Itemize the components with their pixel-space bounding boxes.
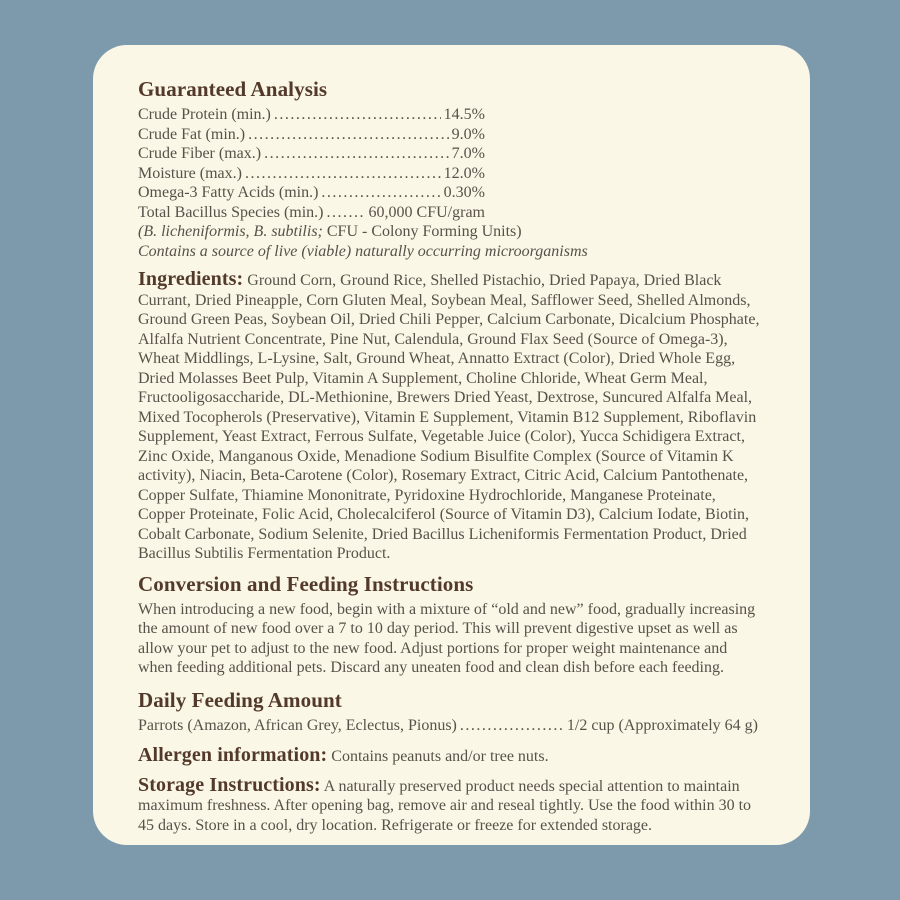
analysis-label: Omega-3 Fatty Acids (min.) [138,184,319,202]
analysis-row-crude-fiber [138,144,485,164]
ingredients-paragraph [138,270,762,564]
analysis-value: 12.0% [443,164,485,182]
allergen-text: Contains peanuts and/or tree nuts. [331,748,549,766]
analysis-row-moisture [138,164,485,184]
analysis-label: Crude Protein (min.) [138,106,271,124]
analysis-footnote-live: Contains a source of live (viable) naturally occurring microorganisms [138,242,588,260]
analysis-value: 9.0% [451,125,485,143]
analysis-value: 60,000 CFU/gram [368,203,485,221]
daily-feeding-title: Daily Feeding Amount [138,687,342,712]
dot-leader [274,105,441,125]
analysis-label: Moisture (max.) [138,164,242,182]
dot-leader [264,144,449,164]
daily-feeding-label: Parrots (Amazon, African Grey, Eclectus, Pionus) [138,716,457,734]
guaranteed-analysis-title: Guaranteed Analysis [138,77,328,101]
analysis-value: 14.5% [443,106,485,124]
conversion-text: When introducing a new food, begin with a mixture of “old and new” food, gradually increasing the amount of new food over a 7 to 10 day period. This will prevent digestive upset as well as allow your pet to adjust to the new food. Adjust portions for proper weight maintenance and when feeding additional pets. Discard any uneaten food and clean dish before each feeding. [138,600,756,677]
analysis-row-crude-fat [138,125,485,145]
footnote-species-italic: (B. licheniformis, B. subtilis; [138,223,323,241]
analysis-label: Crude Fat (min.) [138,125,246,143]
analysis-label: Crude Fiber (max.) [138,145,262,163]
storage-text: A naturally preserved product needs special attention to maintain maximum freshness. After opening bag, remove air and reseal tightly. Use the food within 30 to 45 days. Store in a cool, dry location. Refrigerate or freeze for extended storage. [138,777,752,834]
allergen-paragraph [138,746,762,767]
footnote-cfu-regular: CFU - Colony Forming Units) [322,223,522,241]
analysis-value: 7.0% [451,145,485,163]
ingredients-title: Ingredients: [138,268,244,291]
daily-feeding-value: 1/2 cup (Approximately 64 g) [566,716,758,734]
analysis-row-omega3 [138,183,485,203]
dot-leader [321,183,440,203]
dot-leader [245,164,441,184]
analysis-row-crude-protein [138,105,485,125]
storage-title: Storage Instructions: [138,773,321,796]
dot-leader [248,125,449,145]
guaranteed-analysis-table [138,105,588,261]
dot-leader [327,203,366,223]
storage-paragraph [138,773,762,836]
daily-feeding-row [138,716,758,736]
analysis-footnote-species [138,222,522,242]
analysis-row-bacillus [138,203,485,223]
allergen-title: Allergen information: [138,744,328,767]
analysis-label: Total Bacillus Species (min.) [138,203,324,221]
analysis-value: 0.30% [443,184,485,202]
conversion-title: Conversion and Feeding Instructions [138,571,474,596]
ingredients-text: Ground Corn, Ground Rice, Shelled Pistachio, Dried Papaya, Dried Black Currant, Dried Pineapple, Corn Gluten Meal, Soybean Meal, Safflower Seed, Shelled Almonds, Ground Green Peas, Soybean Oil, Dried Chili Pepper, Calcium Carbonate, Dicalcium Phosphate, Alfalfa Nutrient Concentrate, Pine Nut, Calendula, Ground Flax Seed (Source of Omega-3), Wheat Middlings, L-Lysine, Salt, Ground Wheat, Annatto Extract (Color), Dried Whole Egg, Dried Molasses Beet Pulp, Vitamin A Supplement, Choline Chloride, Wheat Germ Meal, Fructooligosaccharide, DL-Methionine, Brewers Dried Yeast, Dextrose, Suncured Alfalfa Meal, Mixed Tocopherols (Preservative), Vitamin E Supplement, Vitamin B12 Supplement, Riboflavin Supplement, Yeast Extract, Ferrous Sulfate, Vegetable Juice (Color), Yucca Schidigera Extract, Zinc Oxide, Manganous Oxide, Menadione Sodium Bisulfite Complex (Source of Vitamin K activity), Niacin, Beta-Carotene (Color), Rosemary Extract, Citric Acid, Calcium Pantothenate, Copper Sulfate, Thiamine Mononitrate, Pyridoxine Hydrochloride, Manganese Proteinate, Copper Proteinate, Folic Acid, Cholecalciferol (Source of Vitamin D3), Calcium Iodate, Biotin, Cobalt Carbonate, Sodium Selenite, Dried Bacillus Licheniformis Fermentation Product, Dried Bacillus Subtilis Fermentation Product. [138,272,760,563]
dot-leader [460,716,564,736]
pet-food-label-card [93,45,810,845]
